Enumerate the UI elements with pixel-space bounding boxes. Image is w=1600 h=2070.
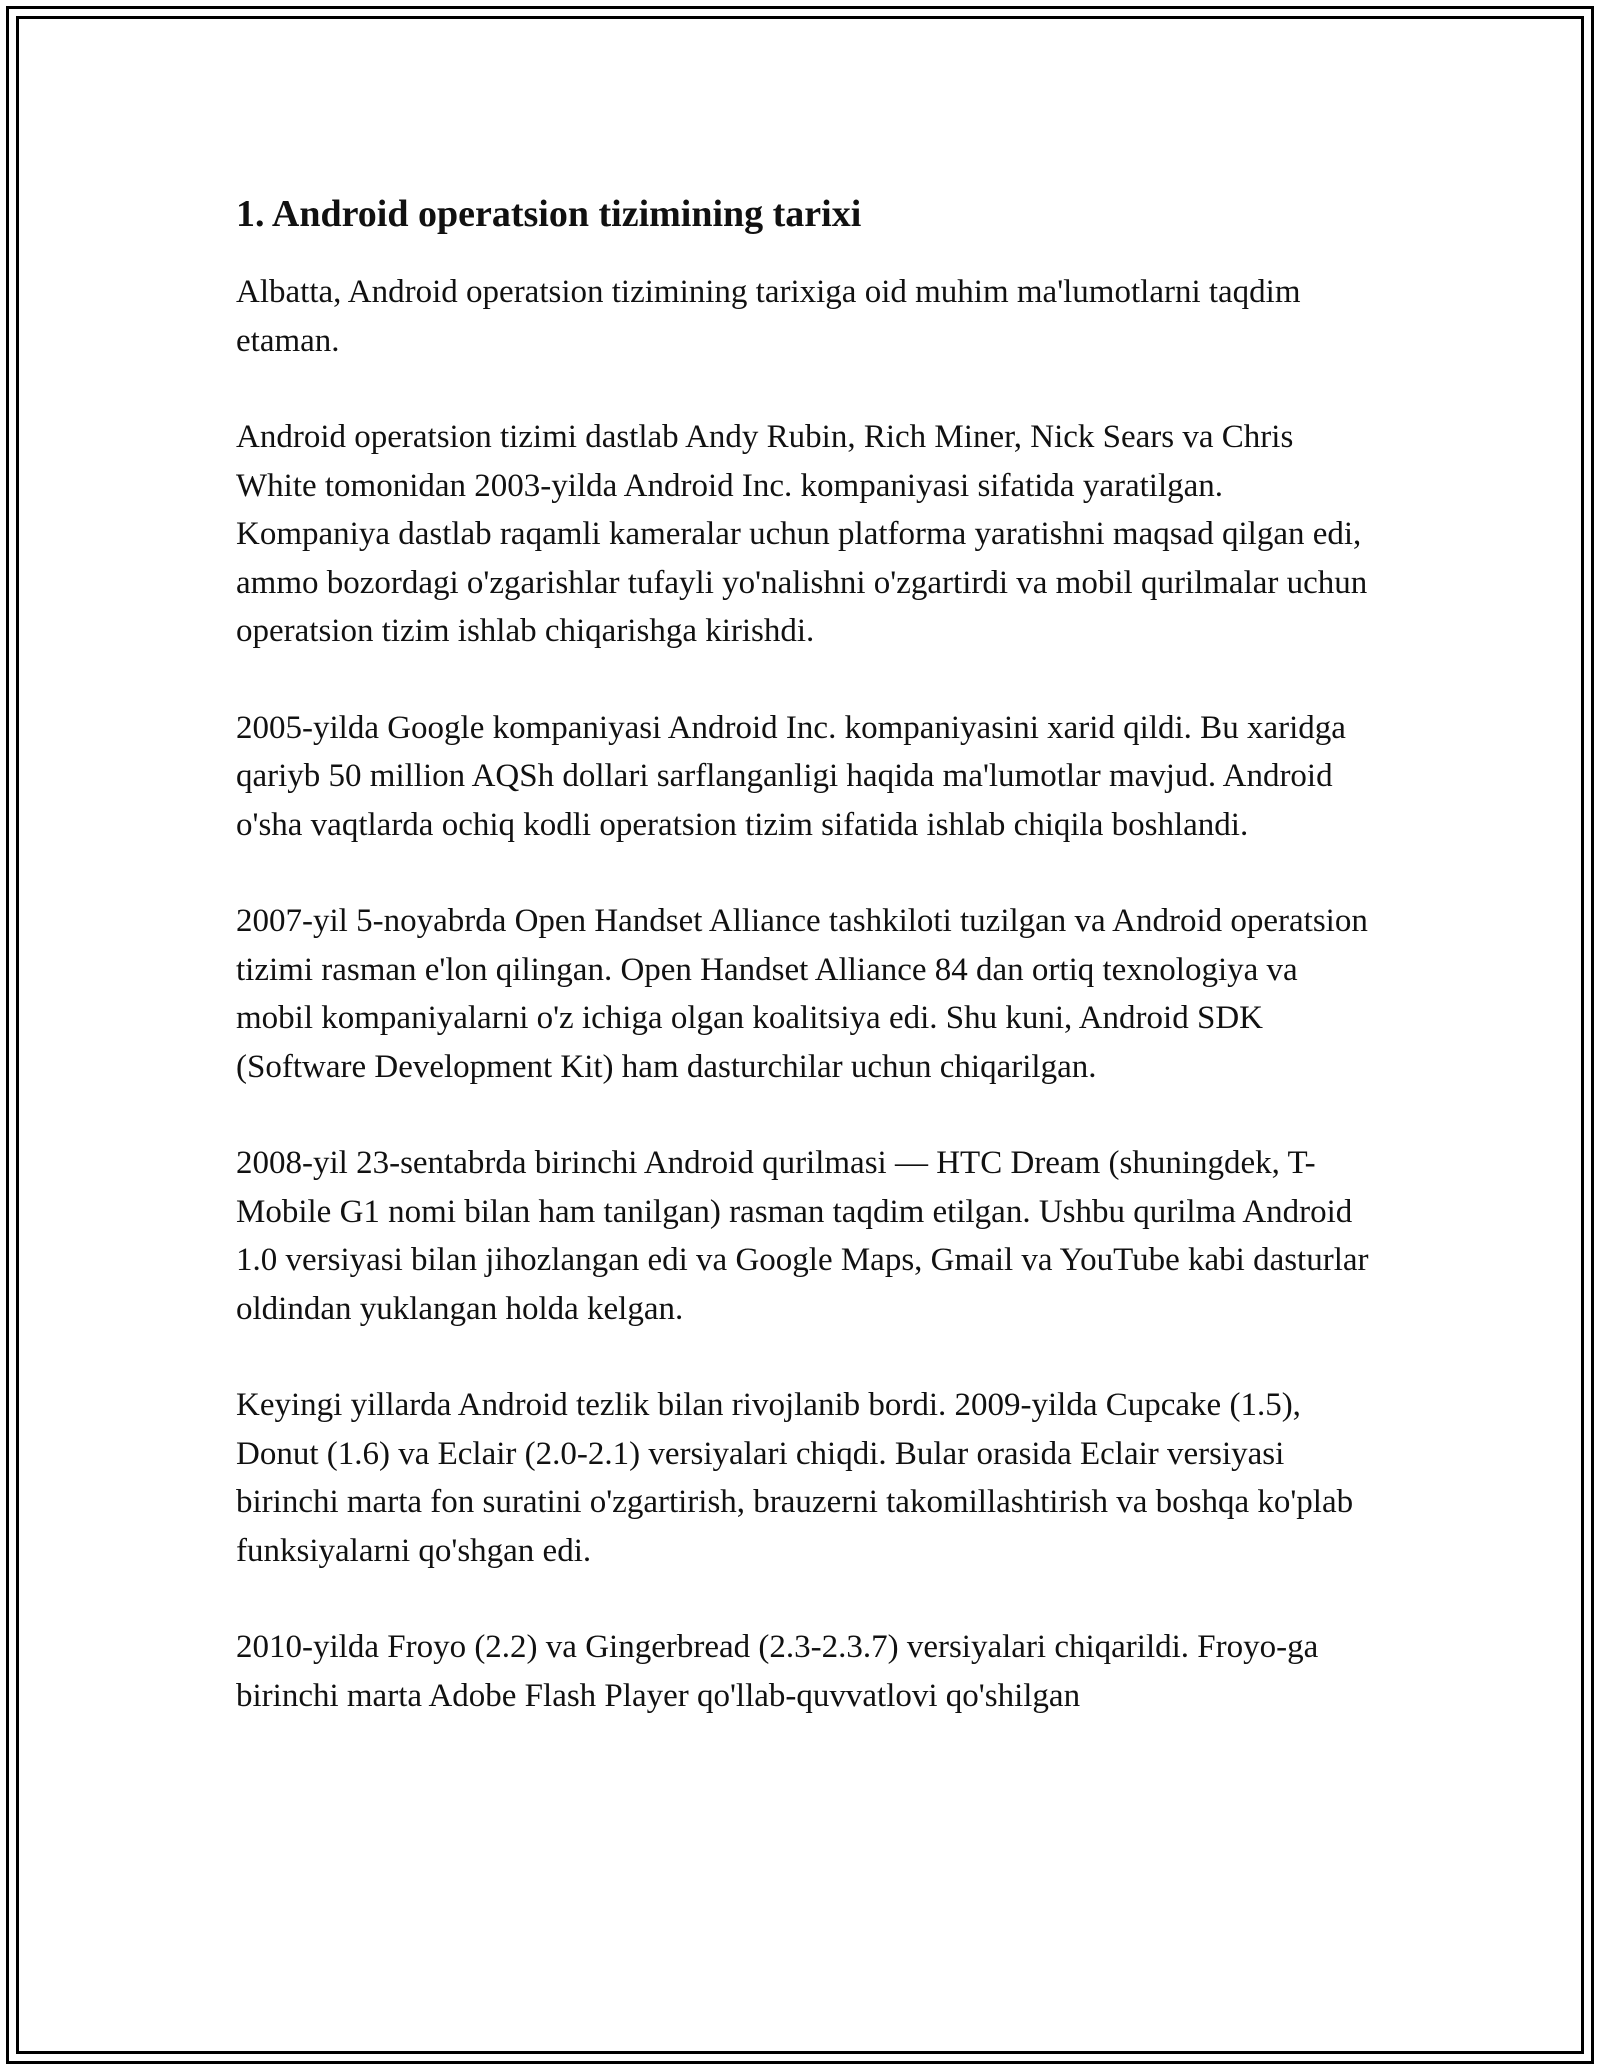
document-title: 1. Android operatsion tizimining tarixi <box>236 193 862 235</box>
document-body <box>236 188 1376 1720</box>
paragraph-htc-dream: 2008-yil 23-sentabrda birinchi Android qurilmasi — HTC Dream (shuningdek, T-Mobile G1 nomi bilan ham tanilgan) rasman taqdim etilgan. Ushbu qurilma Android 1.0 versiyasi bilan jihozlangan edi va Google Maps, Gmail va YouTube kabi dasturlar oldindan yuklangan holda kelgan. <box>236 1145 1369 1327</box>
paragraph-founding: Android operatsion tizimi dastlab Andy Rubin, Rich Miner, Nick Sears va Chris White tomonidan 2003-yilda Android Inc. kompaniyasi sifatida yaratilgan. Kompaniya dastlab raqamli kameralar uchun platforma yaratishni maqsad qilgan edi, ammo bozordagi o'zgarishlar tufayli yo'nalishni o'zgartirdi va mobil qurilmalar uchun operatsion tizim ishlab chiqarishga kirishdi. <box>236 419 1368 649</box>
paragraph-open-handset-alliance: 2007-yil 5-noyabrda Open Handset Alliance tashkiloti tuzilgan va Android operatsion tizimi rasman e'lon qilingan. Open Handset Alliance 84 dan ortiq texnologiya va mobil kompaniyalarni o'z ichiga olgan koalitsiya edi. Shu kuni, Android SDK (Software Development Kit) ham dasturchilar uchun chiqarilgan. <box>236 903 1368 1085</box>
paragraph-2009-versions: Keyingi yillarda Android tezlik bilan rivojlanib bordi. 2009-yilda Cupcake (1.5), Donut (1.6) va Eclair (2.0-2.1) versiyalari chiqdi. Bular orasida Eclair versiyasi birinchi marta fon suratini o'zgartirish, brauzerni takomillashtirish va boshqa ko'plab funksiyalarni qo'shgan edi. <box>236 1387 1354 1569</box>
paragraph-intro: Albatta, Android operatsion tizimining tarixiga oid muhim ma'lumotlarni taqdim etaman. <box>236 274 1301 359</box>
paragraph-2010-versions: 2010-yilda Froyo (2.2) va Gingerbread (2.3-2.3.7) versiyalari chiqarildi. Froyo-ga birinchi marta Adobe Flash Player qo'llab-quvvatlovi qo'shilgan <box>236 1629 1319 1714</box>
paragraph-google-acquisition: 2005-yilda Google kompaniyasi Android Inc. kompaniyasini xarid qildi. Bu xaridga qariyb 50 million AQSh dollari sarflanganligi haqida ma'lumotlar mavjud. Android o'sha vaqtlarda ochiq kodli operatsion tizim sifatida ishlab chiqila boshlandi. <box>236 709 1346 843</box>
